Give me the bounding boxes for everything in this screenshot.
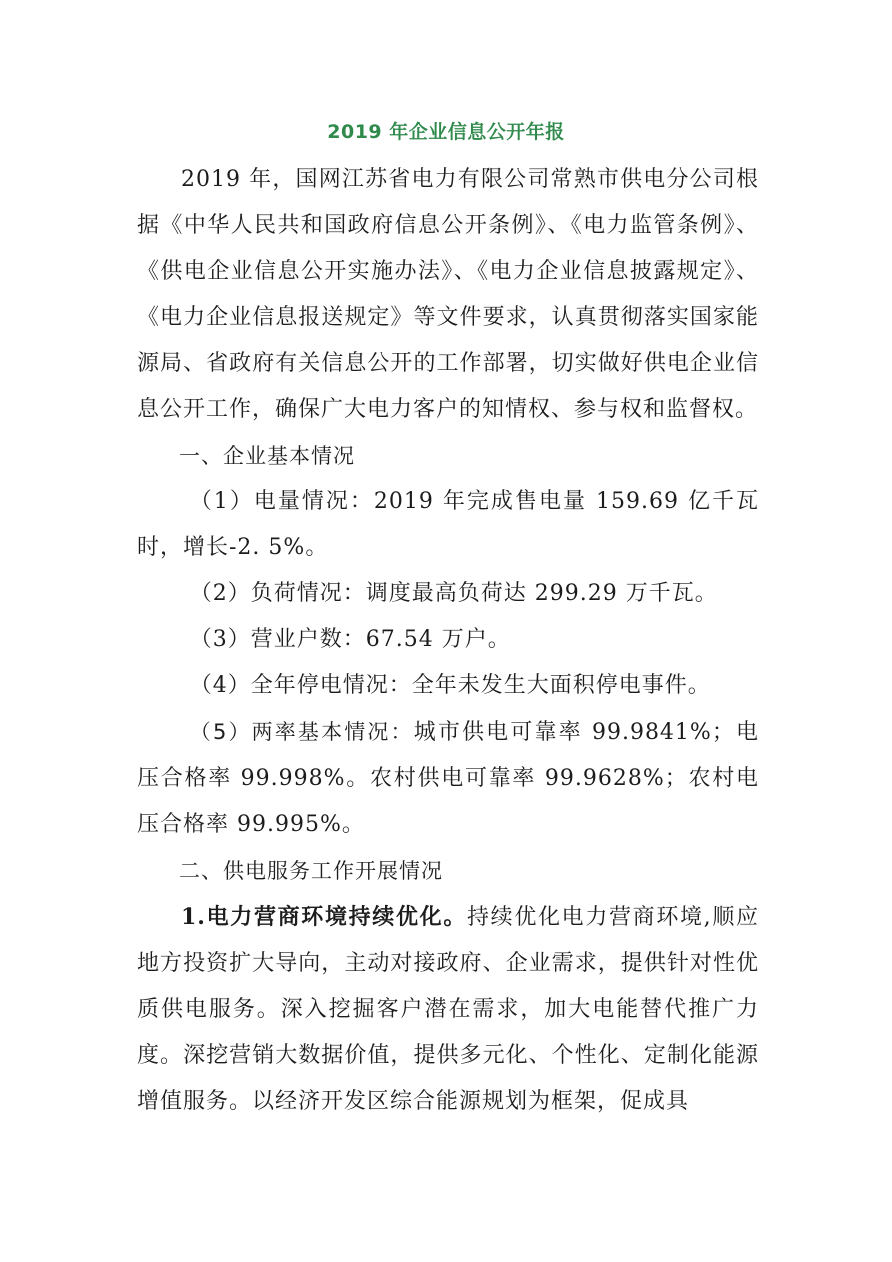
section-heading-basic-info: 一、企业基本情况: [179, 444, 355, 468]
list-item-rates-label: （5）两率基本情况：: [189, 720, 414, 744]
list-item-load: （2）负荷情况：调度最高负荷达 299.29 万千瓦。: [189, 581, 718, 606]
list-item-accounts: （3）营业户数：67.54 万户。: [189, 627, 511, 652]
intro-paragraph: 2019 年，国网江苏省电力有限公司常熟市供电分公司根据《中华人民共和国政府信息公开条例》、《电力监管条例》、《供电企业信息公开实施办法》、《电力企业信息披露规定》、《电力企业信息报送规定》等文件要求，认真贯彻落实国家能源局、省政府有关信息公开的工作部署，切实做好供电企业信息公开工作，确保广大电力客户的知情权、参与权和监督权。: [137, 167, 759, 422]
section-heading-service: 二、供电服务工作开展情况: [179, 859, 443, 883]
service-paragraph-text: 持续优化电力营商环境,顺应地方投资扩大导向，主动对接政府、企业需求，提供针对性优质供电服务。深入挖掘客户潜在需求，加大电能替代推广力度。深挖营销大数据价值，提供多元化、个性化、定制化能源增值服务。以经济开发区综合能源规划为框架，促成具: [137, 905, 759, 1114]
list-item-rates-text: 城市供电可靠率 99.9841%；电压合格率 99.998%。农村供电可靠率 99.9628%；农村电压合格率 99.995%。: [137, 720, 759, 837]
document-title: 2019 年企业信息公开年报: [327, 121, 565, 143]
list-item-outage: （4）全年停电情况：全年未发生大面积停电事件。: [189, 673, 711, 698]
service-paragraph-lead: 1.电力营商环境持续优化。: [181, 904, 467, 930]
document-body: [137, 157, 759, 1125]
list-item-electricity: （1）电量情况：2019 年完成售电量 159.69 亿千瓦时，增长-2. 5%。: [137, 489, 759, 560]
service-paragraph: [137, 894, 759, 1125]
list-item-rates: [137, 709, 759, 848]
